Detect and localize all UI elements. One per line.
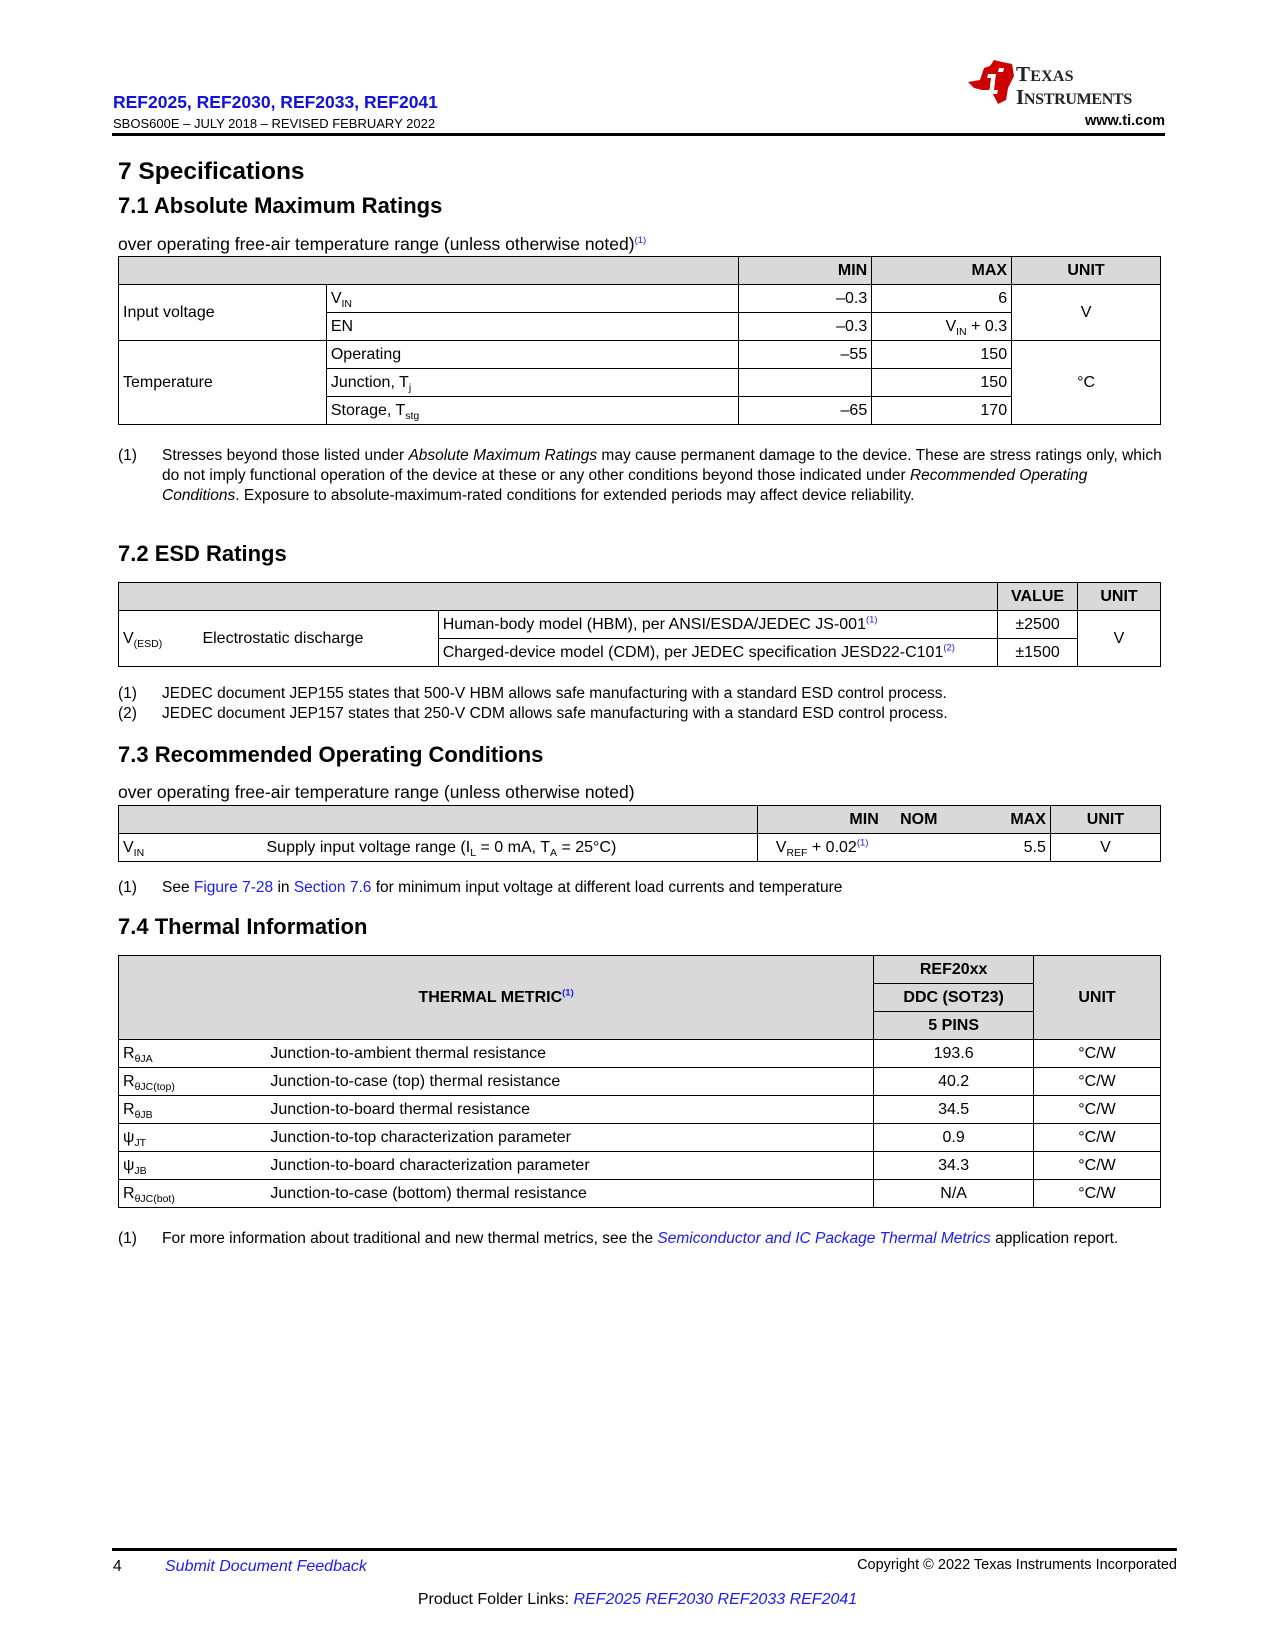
footnotes-7-1 bbox=[118, 446, 1168, 506]
value-cell: ±2500 bbox=[998, 611, 1078, 639]
caption-text: over operating free-air temperature range (unless otherwise noted) bbox=[118, 234, 635, 254]
text-fragment: Recommended Operating Conditions bbox=[162, 467, 1088, 504]
unit-cell: °C/W bbox=[1034, 1068, 1161, 1096]
param-cell bbox=[326, 369, 739, 397]
app-report-link[interactable]: Semiconductor and IC Package Thermal Metrics bbox=[657, 1230, 991, 1247]
product-link[interactable]: REF2041 bbox=[789, 1591, 858, 1608]
footnote-text: JEDEC document JEP155 states that 500-V HBM allows safe manufacturing with a standard ESD control process. bbox=[162, 685, 947, 702]
min-cell: –55 bbox=[739, 341, 872, 369]
table-row bbox=[119, 285, 1161, 313]
footnote-number: (1) bbox=[118, 879, 137, 896]
footnote-number: (1) bbox=[118, 685, 137, 702]
header-blank bbox=[119, 257, 739, 285]
symbol-cell bbox=[119, 1180, 267, 1208]
unit-cell: °C/W bbox=[1034, 1124, 1161, 1152]
col-min: MIN bbox=[739, 257, 872, 285]
value-cell: ±1500 bbox=[998, 639, 1078, 667]
col-max: MAX bbox=[955, 806, 1051, 834]
min-cell: –65 bbox=[739, 397, 872, 425]
text-fragment: for minimum input voltage at different load currents and temperature bbox=[371, 879, 843, 896]
table-row bbox=[119, 1180, 1161, 1208]
text-fragment: Stresses beyond those listed under bbox=[162, 447, 409, 464]
document-id: SBOS600E – JULY 2018 – REVISED FEBRUARY 2022 bbox=[113, 116, 436, 131]
desc-cell bbox=[438, 639, 997, 667]
subscript: θJA bbox=[134, 1052, 153, 1065]
footnote-ref[interactable]: (1) bbox=[856, 837, 869, 849]
footnotes-7-4 bbox=[118, 1229, 1168, 1249]
footnote bbox=[118, 1229, 1168, 1249]
desc-cell: Junction-to-top characterization parameter bbox=[266, 1124, 873, 1152]
table-row bbox=[119, 341, 1161, 369]
footnote-number: (1) bbox=[118, 1230, 137, 1247]
min-cell bbox=[757, 834, 882, 862]
col-max: MAX bbox=[872, 257, 1012, 285]
section-link[interactable]: Section 7.6 bbox=[293, 879, 372, 896]
esd-ratings-table bbox=[118, 582, 1161, 667]
product-link[interactable]: REF2025 bbox=[573, 1591, 642, 1608]
unit-header: UNIT bbox=[1034, 956, 1161, 1040]
col-unit: UNIT bbox=[1012, 257, 1161, 285]
symbol-cell bbox=[119, 1152, 267, 1180]
document-title[interactable]: REF2025, REF2030, REF2033, REF2041 bbox=[113, 92, 438, 112]
value-cell: 40.2 bbox=[874, 1068, 1034, 1096]
text-fragment: in bbox=[273, 879, 294, 896]
text-fragment: ψ bbox=[123, 1128, 135, 1146]
value-cell: N/A bbox=[874, 1180, 1034, 1208]
col-unit: UNIT bbox=[1078, 583, 1161, 611]
text-fragment: . Exposure to absolute-maximum-rated conditions for extended periods may affect device reliability. bbox=[235, 487, 915, 504]
text-fragment: V bbox=[123, 629, 134, 647]
text-fragment: V bbox=[123, 838, 134, 856]
text-fragment: EXAS bbox=[1030, 68, 1074, 85]
recommended-operating-table bbox=[118, 805, 1161, 862]
header-blank bbox=[119, 583, 998, 611]
subsection-title-7-4: 7.4 Thermal Information bbox=[118, 914, 368, 939]
symbol-cell bbox=[119, 1068, 267, 1096]
subscript: θJB bbox=[134, 1108, 153, 1121]
text-fragment: ψ bbox=[123, 1156, 135, 1174]
footnote-ref[interactable]: (1) bbox=[634, 235, 647, 247]
footnote bbox=[118, 446, 1168, 506]
desc-cell: Junction-to-case (top) thermal resistance bbox=[266, 1068, 873, 1096]
col-min: MIN bbox=[757, 806, 882, 834]
subscript: JB bbox=[134, 1164, 147, 1177]
unit-cell: V bbox=[1078, 611, 1161, 667]
subscript: (ESD) bbox=[133, 637, 163, 650]
subscript: IN bbox=[133, 846, 145, 859]
table-row bbox=[119, 1040, 1161, 1068]
desc-cell: Junction-to-case (bottom) thermal resistance bbox=[266, 1180, 873, 1208]
desc-cell bbox=[438, 611, 997, 639]
footnote-number: (1) bbox=[118, 447, 137, 464]
footnote bbox=[118, 704, 1168, 724]
symbol-cell bbox=[119, 1096, 267, 1124]
subscript: JT bbox=[134, 1136, 147, 1149]
unit-cell: °C bbox=[1012, 341, 1161, 425]
footnote-text: JEDEC document JEP157 states that 250-V CDM allows safe manufacturing with a standard ESD control process. bbox=[162, 705, 948, 722]
page-number: 4 bbox=[113, 1558, 122, 1575]
text-fragment: V bbox=[945, 317, 957, 335]
unit-cell: °C/W bbox=[1034, 1040, 1161, 1068]
text-fragment: Absolute Maximum Ratings bbox=[408, 447, 598, 464]
symbol-cell bbox=[119, 1124, 267, 1152]
col-unit: UNIT bbox=[1050, 806, 1160, 834]
text-fragment: + 0.02 bbox=[807, 838, 857, 856]
table-caption: over operating free-air temperature range (unless otherwise noted) bbox=[118, 782, 635, 802]
unit-cell: V bbox=[1050, 834, 1160, 862]
text-fragment: V bbox=[330, 289, 342, 307]
text-fragment: For more information about traditional and new thermal metrics, see the bbox=[162, 1230, 658, 1247]
footnote-ref[interactable]: (1) bbox=[562, 987, 574, 999]
footnotes-7-2 bbox=[118, 684, 1168, 724]
max-cell: 5.5 bbox=[955, 834, 1051, 862]
subsection-title-7-1: 7.1 Absolute Maximum Ratings bbox=[118, 193, 443, 218]
links-label: Product Folder Links: bbox=[417, 1591, 574, 1608]
min-cell bbox=[739, 369, 872, 397]
device-header: REF20xx bbox=[874, 956, 1034, 984]
text-fragment: Junction, T bbox=[330, 373, 409, 391]
subscript: stg bbox=[405, 409, 420, 422]
absolute-max-ratings-table bbox=[118, 256, 1161, 425]
desc-cell: Junction-to-board thermal resistance bbox=[266, 1096, 873, 1124]
product-link[interactable]: REF2033 bbox=[717, 1591, 786, 1608]
subscript: REF bbox=[786, 846, 808, 859]
desc-cell bbox=[263, 834, 758, 862]
brand-wordmark bbox=[1016, 64, 1132, 110]
footnote-text bbox=[162, 446, 1168, 506]
footnote-ref[interactable]: (2) bbox=[943, 642, 955, 654]
param-cell bbox=[326, 397, 739, 425]
text-fragment: Storage, T bbox=[330, 401, 406, 419]
min-cell: –0.3 bbox=[739, 285, 872, 313]
text-fragment: Charged-device model (CDM), per JEDEC specification JESD22-C101 bbox=[442, 643, 944, 661]
pins-header: 5 PINS bbox=[874, 1012, 1034, 1040]
desc-cell: Junction-to-board characterization parameter bbox=[266, 1152, 873, 1180]
max-cell: 6 bbox=[872, 285, 1012, 313]
text-fragment: R bbox=[123, 1184, 135, 1202]
section-title: 7 Specifications bbox=[118, 158, 305, 185]
param-cell bbox=[326, 285, 739, 313]
subscript: IN bbox=[956, 325, 967, 338]
subscript: A bbox=[549, 846, 557, 859]
subscript: j bbox=[408, 381, 412, 394]
package-header: DDC (SOT23) bbox=[874, 984, 1034, 1012]
footnote-number: (2) bbox=[118, 705, 137, 722]
table-header-row bbox=[119, 956, 1161, 984]
footer-divider bbox=[112, 1548, 1177, 1551]
text-fragment: = 0 mA, T bbox=[476, 838, 550, 856]
group-label: Temperature bbox=[119, 341, 327, 425]
text-fragment: THERMAL METRIC bbox=[418, 988, 563, 1006]
text-fragment: R bbox=[123, 1072, 135, 1090]
subscript: IN bbox=[341, 297, 353, 310]
param-cell: EN bbox=[326, 313, 739, 341]
max-cell: 150 bbox=[872, 369, 1012, 397]
unit-cell: V bbox=[1012, 285, 1161, 341]
min-cell: –0.3 bbox=[739, 313, 872, 341]
footnote bbox=[118, 684, 1168, 704]
text-fragment: NSTRUMENTS bbox=[1023, 91, 1133, 108]
table-row bbox=[119, 1096, 1161, 1124]
unit-cell: °C/W bbox=[1034, 1096, 1161, 1124]
text-fragment: V bbox=[775, 838, 787, 856]
table-row bbox=[119, 1124, 1161, 1152]
footnote-text bbox=[162, 878, 1168, 898]
header-blank bbox=[119, 806, 758, 834]
footnote-text bbox=[162, 1229, 1168, 1249]
unit-cell: °C/W bbox=[1034, 1152, 1161, 1180]
col-nom: NOM bbox=[883, 806, 955, 834]
value-cell: 34.5 bbox=[874, 1096, 1034, 1124]
symbol-cell bbox=[119, 611, 199, 667]
text-fragment: application report. bbox=[990, 1230, 1119, 1247]
nom-cell bbox=[883, 834, 955, 862]
text-fragment: See bbox=[162, 879, 194, 896]
subscript: θJC(top) bbox=[134, 1080, 175, 1093]
text-fragment: + 0.3 bbox=[966, 317, 1008, 335]
table-row bbox=[119, 1068, 1161, 1096]
footnote-ref[interactable]: (1) bbox=[865, 614, 878, 626]
max-cell: 150 bbox=[872, 341, 1012, 369]
text-fragment: may cause permanent damage to the device. These are stress ratings only, which do not imply functional operation of the device at these or any other conditions beyond those indicated under bbox=[162, 447, 1162, 484]
product-folder-links bbox=[0, 1591, 1275, 1609]
header-divider bbox=[112, 133, 1165, 136]
table-header-row bbox=[119, 583, 1161, 611]
website-link[interactable]: www.ti.com bbox=[1084, 113, 1165, 129]
table-row bbox=[119, 834, 1161, 862]
max-cell bbox=[872, 313, 1012, 341]
copyright: Copyright © 2022 Texas Instruments Incorporated bbox=[857, 1557, 1177, 1573]
col-value: VALUE bbox=[998, 583, 1078, 611]
text-fragment: = 25°C) bbox=[557, 838, 617, 856]
table-header-row bbox=[119, 806, 1161, 834]
subscript: θJC(bot) bbox=[134, 1192, 175, 1205]
unit-cell: °C/W bbox=[1034, 1180, 1161, 1208]
table-caption bbox=[118, 234, 646, 255]
value-cell: 0.9 bbox=[874, 1124, 1034, 1152]
brand-line-2: INSTRUMENTS bbox=[1016, 85, 1133, 109]
thermal-metric-header bbox=[119, 956, 874, 1040]
desc-cell: Junction-to-ambient thermal resistance bbox=[266, 1040, 873, 1068]
max-cell: 170 bbox=[872, 397, 1012, 425]
text-fragment: Human-body model (HBM), per ANSI/ESDA/JEDEC JS-001 bbox=[442, 615, 866, 633]
table-header-row bbox=[119, 257, 1161, 285]
table-row bbox=[119, 611, 1161, 639]
param-cell: Operating bbox=[326, 341, 739, 369]
brand-line-1: TEXAS bbox=[1016, 62, 1074, 86]
product-link[interactable]: REF2030 bbox=[645, 1591, 714, 1608]
value-cell: 34.3 bbox=[874, 1152, 1034, 1180]
symbol-cell bbox=[119, 1040, 267, 1068]
text-fragment: R bbox=[123, 1044, 135, 1062]
figure-link[interactable]: Figure 7-28 bbox=[193, 879, 274, 896]
symbol-cell bbox=[119, 834, 263, 862]
footnote bbox=[118, 878, 1168, 898]
text-fragment: Supply input voltage range (I bbox=[266, 838, 471, 856]
group-label: Input voltage bbox=[119, 285, 327, 341]
submit-feedback-link[interactable]: Submit Document Feedback bbox=[165, 1558, 367, 1575]
subsection-title-7-2: 7.2 ESD Ratings bbox=[118, 541, 287, 566]
text-fragment: R bbox=[123, 1100, 135, 1118]
footnotes-7-3 bbox=[118, 878, 1168, 898]
table-row bbox=[119, 1152, 1161, 1180]
thermal-info-table bbox=[118, 955, 1161, 1208]
value-cell: 193.6 bbox=[874, 1040, 1034, 1068]
label-cell: Electrostatic discharge bbox=[198, 611, 438, 667]
subscript: L bbox=[470, 846, 477, 859]
subsection-title-7-3: 7.3 Recommended Operating Conditions bbox=[118, 742, 544, 767]
